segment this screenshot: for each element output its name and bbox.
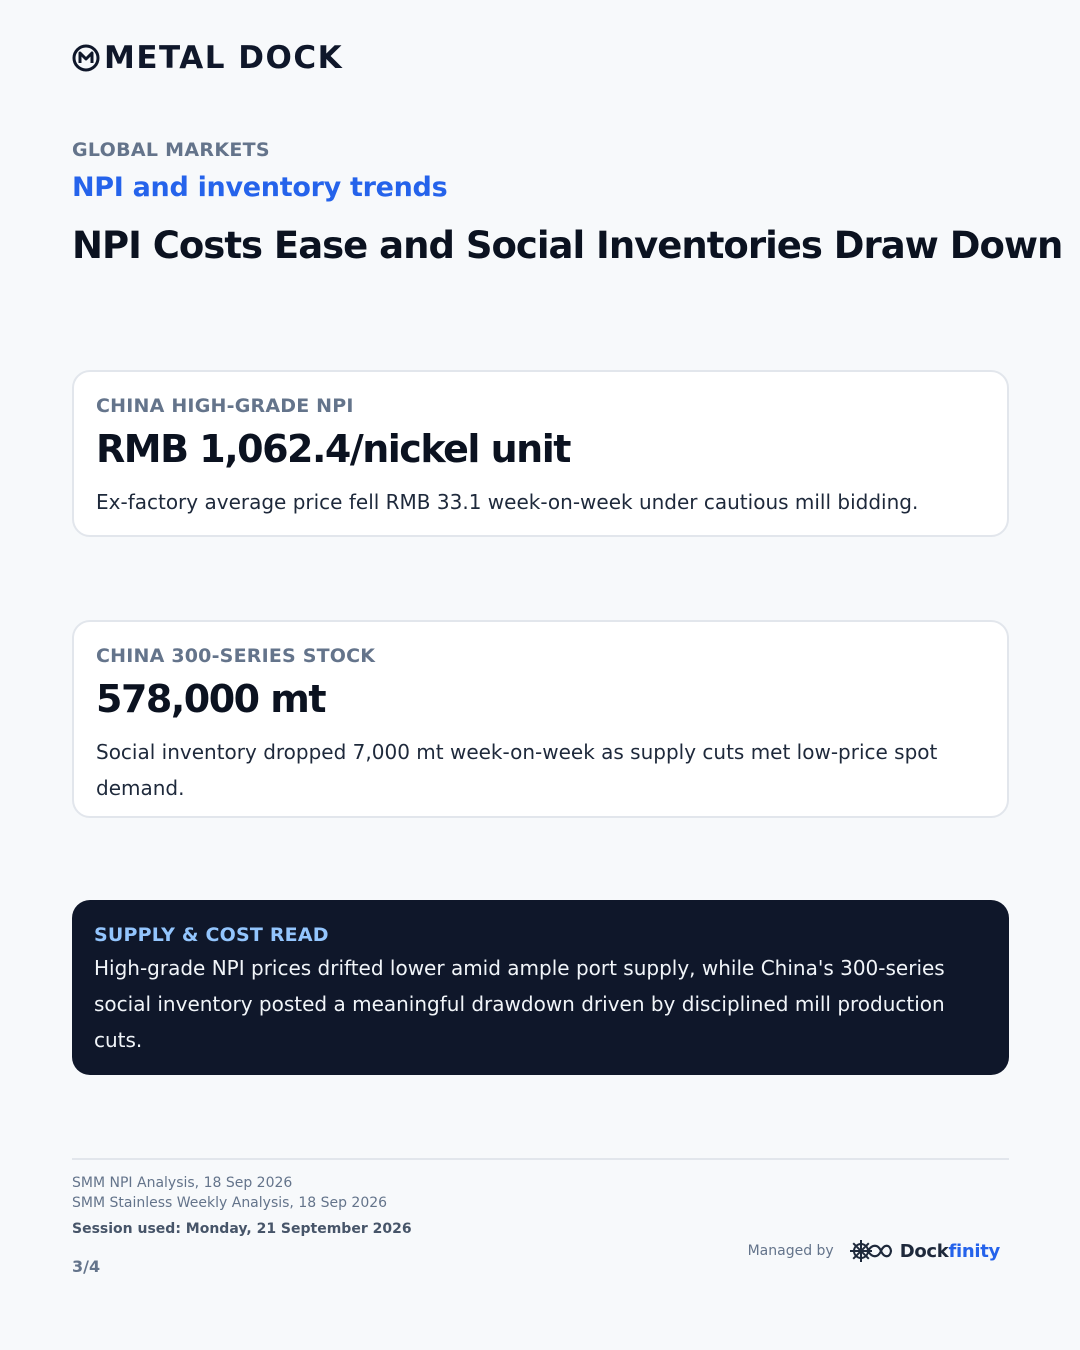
managed-by-label: Managed by: [747, 1243, 834, 1259]
metric-label: CHINA 300-SERIES STOCK: [96, 645, 376, 667]
metric-label: CHINA HIGH-GRADE NPI: [96, 395, 354, 417]
metric-card-npi: [72, 370, 1009, 537]
partner-logo: [850, 1238, 1000, 1264]
metric-description: Ex-factory average price fell RMB 33.1 week-on-week under cautious mill bidding.: [96, 490, 919, 514]
brand-logo: [72, 42, 343, 74]
section-eyebrow: GLOBAL MARKETS: [72, 139, 270, 161]
source-citation: SMM NPI Analysis, 18 Sep 2026: [72, 1175, 293, 1191]
page-title: NPI Costs Ease and Social Inventories Draw Down: [72, 224, 1063, 267]
page-number: 3/4: [72, 1257, 101, 1276]
dockfinity-helm-infinity-icon: [850, 1238, 894, 1264]
metal-dock-logo-icon: [72, 44, 100, 72]
source-citation: SMM Stainless Weekly Analysis, 18 Sep 2026: [72, 1195, 388, 1211]
summary-label: SUPPLY & COST READ: [94, 924, 329, 946]
summary-card: [72, 900, 1009, 1075]
summary-text: High-grade NPI prices drifted lower amid ample port supply, while China's 300-series social inventory posted a meaningful drawdown driven by disciplined mill production cuts.: [94, 956, 945, 1052]
managed-by: [748, 1238, 1000, 1264]
metric-value: RMB 1,062.4/nickel unit: [96, 427, 570, 471]
metric-card-stock: [72, 620, 1009, 818]
section-subhead: NPI and inventory trends: [72, 172, 448, 203]
brand-name: METAL DOCK: [104, 40, 344, 76]
metric-value: 578,000 mt: [96, 677, 326, 721]
metric-description: Social inventory dropped 7,000 mt week-on-week as supply cuts met low-price spot demand.: [96, 740, 938, 800]
partner-name: Dockfinity: [899, 1240, 1000, 1262]
session-date: Session used: Monday, 21 September 2026: [72, 1221, 412, 1237]
footer-divider: [72, 1158, 1009, 1160]
